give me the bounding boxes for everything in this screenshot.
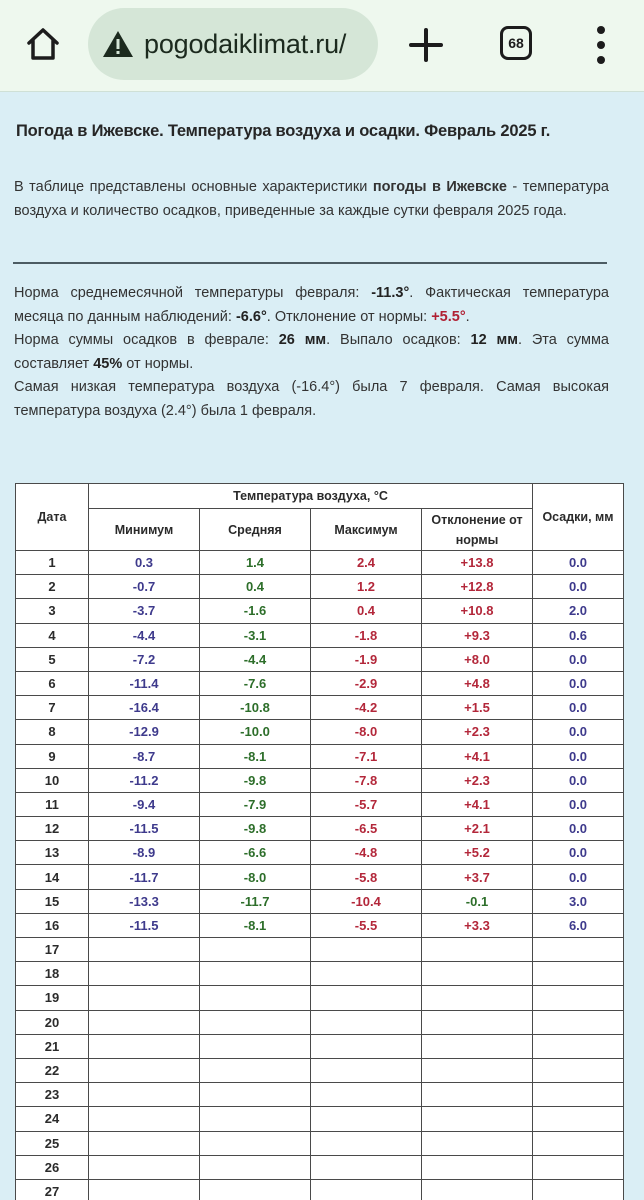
header-deviation: Отклонение от нормы [422,509,533,551]
table-row [16,1083,624,1107]
table-row [16,1010,624,1034]
tab-count: 68 [508,35,524,51]
table-row [16,720,624,744]
cell-max: -2.9 [311,671,422,695]
table-row [16,1058,624,1082]
cell-date: 15 [16,889,89,913]
cell-precip [533,1179,624,1200]
deviation-value: +5.5° [431,308,466,325]
cell-date: 24 [16,1107,89,1131]
table-row [16,865,624,889]
cell-max [311,962,422,986]
cell-deviation: +3.3 [422,913,533,937]
cell-date: 17 [16,938,89,962]
cell-deviation: +4.1 [422,792,533,816]
cell-avg: -10.0 [200,720,311,744]
cell-max: -1.8 [311,623,422,647]
temp-norm-value: -11.3° [371,285,410,301]
cell-avg: -10.8 [200,696,311,720]
precip-pct-label: . Эта сумма составляет [14,332,609,372]
precip-pct-end: от нормы. [122,355,194,372]
more-menu-button[interactable] [590,26,612,64]
cell-max [311,1107,422,1131]
cell-date: 6 [16,671,89,695]
table-row [16,696,624,720]
cell-date: 16 [16,913,89,937]
cell-deviation [422,1083,533,1107]
cell-max [311,1131,422,1155]
cell-avg [200,1083,311,1107]
cell-avg: -3.1 [200,623,311,647]
cell-precip: 0.0 [533,768,624,792]
cell-min [89,1083,200,1107]
cell-min: -0.7 [89,575,200,599]
cell-min [89,1155,200,1179]
cell-date: 1 [16,551,89,575]
cell-date: 13 [16,841,89,865]
deviation-label: . Отклонение от нормы: [266,308,432,325]
cell-date: 27 [16,1179,89,1200]
cell-date: 4 [16,623,89,647]
cell-avg [200,1131,311,1155]
cell-precip: 0.0 [533,817,624,841]
cell-deviation: +4.8 [422,671,533,695]
table-row [16,768,624,792]
cell-min [89,1058,200,1082]
intro-bold-link: погоды в Ижевске [372,179,507,195]
cell-max [311,1034,422,1058]
table-row [16,1179,624,1200]
cell-avg [200,1034,311,1058]
cell-max [311,1058,422,1082]
cell-precip [533,986,624,1010]
cell-avg: -6.6 [200,841,311,865]
browser-toolbar [0,0,644,92]
cell-deviation: +4.1 [422,744,533,768]
cell-max: -4.8 [311,841,422,865]
cell-date: 22 [16,1058,89,1082]
cell-date: 11 [16,792,89,816]
cell-max: 0.4 [311,599,422,623]
plus-icon [405,24,447,66]
cell-precip: 6.0 [533,913,624,937]
cell-max: -8.0 [311,720,422,744]
cell-date: 2 [16,575,89,599]
cell-avg: -8.1 [200,744,311,768]
cell-date: 5 [16,647,89,671]
cell-avg: -9.8 [200,817,311,841]
cell-min: -9.4 [89,792,200,816]
cell-date: 9 [16,744,89,768]
cell-precip: 3.0 [533,889,624,913]
cell-max [311,986,422,1010]
temperature-summary [14,282,609,329]
header-temp-group: Температура воздуха, °С [89,484,533,509]
table-row [16,647,624,671]
cell-deviation: -0.1 [422,889,533,913]
intro-paragraph [14,176,609,223]
table-row [16,841,624,865]
cell-avg [200,1179,311,1200]
cell-precip: 0.0 [533,792,624,816]
table-row [16,962,624,986]
cell-avg [200,962,311,986]
cell-max: -5.8 [311,865,422,889]
cell-date: 21 [16,1034,89,1058]
precip-norm-label: Норма суммы осадков в феврале: [14,332,279,348]
cell-precip: 0.0 [533,575,624,599]
header-row-2 [16,509,624,551]
table-row [16,889,624,913]
cell-deviation [422,962,533,986]
temp-actual-value: -6.6° [235,308,267,325]
cell-max: -5.7 [311,792,422,816]
cell-date: 8 [16,720,89,744]
cell-date: 19 [16,986,89,1010]
address-bar[interactable] [88,8,378,80]
precipitation-summary [14,329,609,376]
table-row [16,938,624,962]
deviation-end: . [465,308,470,325]
header-max: Максимум [311,509,422,551]
cell-max: -4.2 [311,696,422,720]
cell-precip: 0.0 [533,744,624,768]
cell-min: -16.4 [89,696,200,720]
divider [13,262,607,264]
cell-precip [533,1131,624,1155]
cell-date: 26 [16,1155,89,1179]
cell-precip [533,1083,624,1107]
home-icon [24,25,62,63]
cell-date: 23 [16,1083,89,1107]
cell-precip [533,1107,624,1131]
tab-switcher-button[interactable] [500,26,532,60]
cell-max [311,1155,422,1179]
cell-min [89,1131,200,1155]
cell-min: -3.7 [89,599,200,623]
cell-deviation: +9.3 [422,623,533,647]
new-tab-button[interactable] [405,24,447,66]
cell-min: 0.3 [89,551,200,575]
cell-precip: 0.6 [533,623,624,647]
cell-min [89,938,200,962]
cell-max [311,938,422,962]
cell-min [89,1010,200,1034]
cell-deviation: +10.8 [422,599,533,623]
cell-deviation: +12.8 [422,575,533,599]
table-row [16,1155,624,1179]
cell-deviation: +2.3 [422,720,533,744]
temp-norm-label: Норма среднемесячной температуры февраля: [14,285,372,301]
table-row [16,913,624,937]
cell-precip [533,938,624,962]
cell-min: -4.4 [89,623,200,647]
cell-precip: 0.0 [533,865,624,889]
cell-min: -11.5 [89,913,200,937]
cell-max: -7.1 [311,744,422,768]
cell-precip: 0.0 [533,696,624,720]
cell-precip: 0.0 [533,720,624,744]
cell-min: -11.4 [89,671,200,695]
cell-max: -7.8 [311,768,422,792]
cell-precip: 0.0 [533,551,624,575]
more-vert-icon-dot [597,26,605,34]
cell-avg [200,1107,311,1131]
cell-avg: -7.6 [200,671,311,695]
cell-avg: -1.6 [200,599,311,623]
cell-min: -12.9 [89,720,200,744]
cell-min [89,986,200,1010]
cell-date: 20 [16,1010,89,1034]
cell-avg [200,1010,311,1034]
cell-deviation [422,1107,533,1131]
cell-deviation: +13.8 [422,551,533,575]
intro-text: В таблице представлены основные характеристики [14,179,373,195]
header-row-1 [16,484,624,509]
table-row [16,744,624,768]
cell-max: -10.4 [311,889,422,913]
temp-actual-label: . Фактическая температура месяца по данным наблюдений: [14,285,609,325]
cell-date: 14 [16,865,89,889]
cell-deviation [422,1131,533,1155]
cell-avg [200,938,311,962]
cell-min [89,1034,200,1058]
cell-max [311,1010,422,1034]
cell-precip: 2.0 [533,599,624,623]
cell-date: 7 [16,696,89,720]
cell-deviation [422,1058,533,1082]
table-row [16,817,624,841]
header-precip: Осадки, мм [533,484,624,551]
table-row [16,1131,624,1155]
cell-avg: 0.4 [200,575,311,599]
cell-max: -1.9 [311,647,422,671]
cell-avg: -4.4 [200,647,311,671]
table-row [16,599,624,623]
cell-precip: 0.0 [533,671,624,695]
warning-triangle-icon[interactable] [102,29,134,59]
cell-precip: 0.0 [533,647,624,671]
cell-max: 1.2 [311,575,422,599]
cell-min: -11.2 [89,768,200,792]
cell-max: -5.5 [311,913,422,937]
cell-avg [200,1155,311,1179]
cell-deviation: +1.5 [422,696,533,720]
cell-min: -11.7 [89,865,200,889]
cell-avg: -8.1 [200,913,311,937]
cell-deviation [422,986,533,1010]
cell-avg: -7.9 [200,792,311,816]
cell-min: -8.7 [89,744,200,768]
cell-deviation [422,1034,533,1058]
cell-min [89,962,200,986]
table-row [16,792,624,816]
cell-precip [533,1034,624,1058]
cell-min: -11.5 [89,817,200,841]
cell-avg: -9.8 [200,768,311,792]
cell-deviation [422,1010,533,1034]
intro-text-end: - температура воздуха и количество осадков, приведенные за каждые сутки февраля 2025 года. [14,179,609,219]
cell-precip [533,1010,624,1034]
cell-deviation: +8.0 [422,647,533,671]
cell-avg: -8.0 [200,865,311,889]
weather-table [15,483,624,1200]
cell-min [89,1107,200,1131]
table-row [16,1107,624,1131]
cell-date: 25 [16,1131,89,1155]
cell-deviation [422,1179,533,1200]
cell-deviation: +2.1 [422,817,533,841]
cell-date: 10 [16,768,89,792]
url-text[interactable]: pogodaiklimat.ru/ [144,28,347,59]
table-row [16,986,624,1010]
cell-max [311,1083,422,1107]
header-min: Минимум [89,509,200,551]
cell-deviation: +5.2 [422,841,533,865]
precip-pct-value: 45% [93,355,123,372]
table-body [16,551,624,1200]
cell-precip: 0.0 [533,841,624,865]
cell-precip [533,1058,624,1082]
cell-avg: -11.7 [200,889,311,913]
cell-min: -13.3 [89,889,200,913]
table-row [16,551,624,575]
cell-avg [200,986,311,1010]
cell-date: 12 [16,817,89,841]
cell-deviation [422,938,533,962]
cell-deviation: +2.3 [422,768,533,792]
precip-norm-value: 26 мм [278,332,327,348]
cell-date: 3 [16,599,89,623]
extremes-summary: Самая низкая температура воздуха (-16.4°) была 7 февраля. Самая высокая температура воздуха (2.4°) была 1 февраля. [14,379,609,419]
table-row [16,575,624,599]
cell-min: -8.9 [89,841,200,865]
cell-max: -6.5 [311,817,422,841]
table-row [16,623,624,647]
cell-avg: 1.4 [200,551,311,575]
table-row [16,1034,624,1058]
header-avg: Средняя [200,509,311,551]
cell-date: 18 [16,962,89,986]
page-title: Погода в Ижевске. Температура воздуха и осадки. Февраль 2025 г. [16,122,551,140]
table-row [16,671,624,695]
precip-actual-label: . Выпало осадков: [326,332,471,348]
cell-avg [200,1058,311,1082]
more-vert-icon-dot [597,56,605,64]
precip-actual-value: 12 мм [470,332,518,348]
cell-deviation [422,1155,533,1179]
cell-max [311,1179,422,1200]
home-button[interactable] [22,24,64,64]
stats-block [14,282,609,423]
header-date: Дата [16,484,89,551]
cell-deviation: +3.7 [422,865,533,889]
more-vert-icon-dot [597,41,605,49]
cell-max: 2.4 [311,551,422,575]
cell-min: -7.2 [89,647,200,671]
cell-precip [533,1155,624,1179]
cell-precip [533,962,624,986]
cell-min [89,1179,200,1200]
